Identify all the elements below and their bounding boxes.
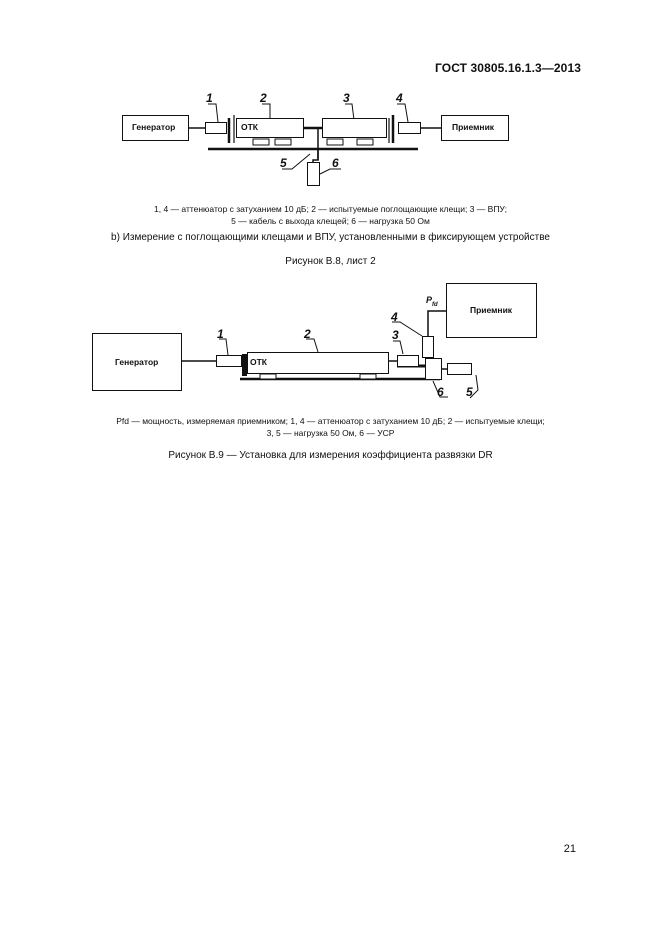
attenuator-1-b9 xyxy=(216,355,242,367)
label-5-b9: 5 xyxy=(466,385,473,399)
label-4: 4 xyxy=(396,91,403,105)
attenuator-4-b9 xyxy=(422,336,434,358)
fig1-legend-line1: 1, 4 — аттенюатор с затуханием 10 дБ; 2 — испытуемые поглощающие клещи; 3 — ВПУ; xyxy=(154,204,507,214)
label-5: 5 xyxy=(280,156,287,170)
label-6: 6 xyxy=(332,156,339,170)
csr-6-b9 xyxy=(425,358,442,380)
clamp-2-b9 xyxy=(247,352,389,374)
fig2-caption: Рисунок В.9 — Установка для измерения коэффициента развязки DR xyxy=(168,450,493,461)
label-6-b9: 6 xyxy=(437,385,444,399)
load-3-b9 xyxy=(397,355,419,367)
fig2-legend-line2: 3, 5 — нагрузка 50 Ом, 6 — УСР xyxy=(266,428,395,438)
load-5-b9 xyxy=(447,363,472,375)
label-2: 2 xyxy=(260,91,267,105)
fig1-subcaption: b) Измерение с поглощающими клещами и ВПУ, установленными в фиксирующем устройстве xyxy=(111,232,550,243)
label-2-b9: 2 xyxy=(304,327,311,341)
pfd-letter: P xyxy=(426,295,433,305)
receiver-label: Приемник xyxy=(452,122,495,132)
label-3-b9: 3 xyxy=(392,328,399,342)
label-3: 3 xyxy=(343,91,350,105)
document-header: ГОСТ 30805.16.1.3—2013 xyxy=(435,61,581,75)
fig2-legend-line1: Pfd — мощность, измеряемая приемником; 1, 4 — аттенюатор с затуханием 10 дБ; 2 — испытуемые клещи; xyxy=(116,416,545,426)
label-1: 1 xyxy=(206,91,213,105)
label-1-b9: 1 xyxy=(217,327,224,341)
fig1-legend-line2: 5 — кабель с выхода клещей; 6 — нагрузка 50 Ом xyxy=(231,216,430,226)
fig1-caption: Рисунок В.8, лист 2 xyxy=(285,256,376,267)
pfd-subscript: fd xyxy=(432,301,438,308)
page-number: 21 xyxy=(563,843,576,855)
otk-label: ОТК xyxy=(241,122,258,132)
generator-label-2: Генератор xyxy=(115,357,159,367)
pfd-label xyxy=(426,295,438,308)
receiver-label-2: Приемник xyxy=(470,305,513,315)
otk-label-2: ОТК xyxy=(250,357,267,367)
label-4-b9: 4 xyxy=(391,310,398,324)
generator-label: Генератор xyxy=(132,122,176,132)
